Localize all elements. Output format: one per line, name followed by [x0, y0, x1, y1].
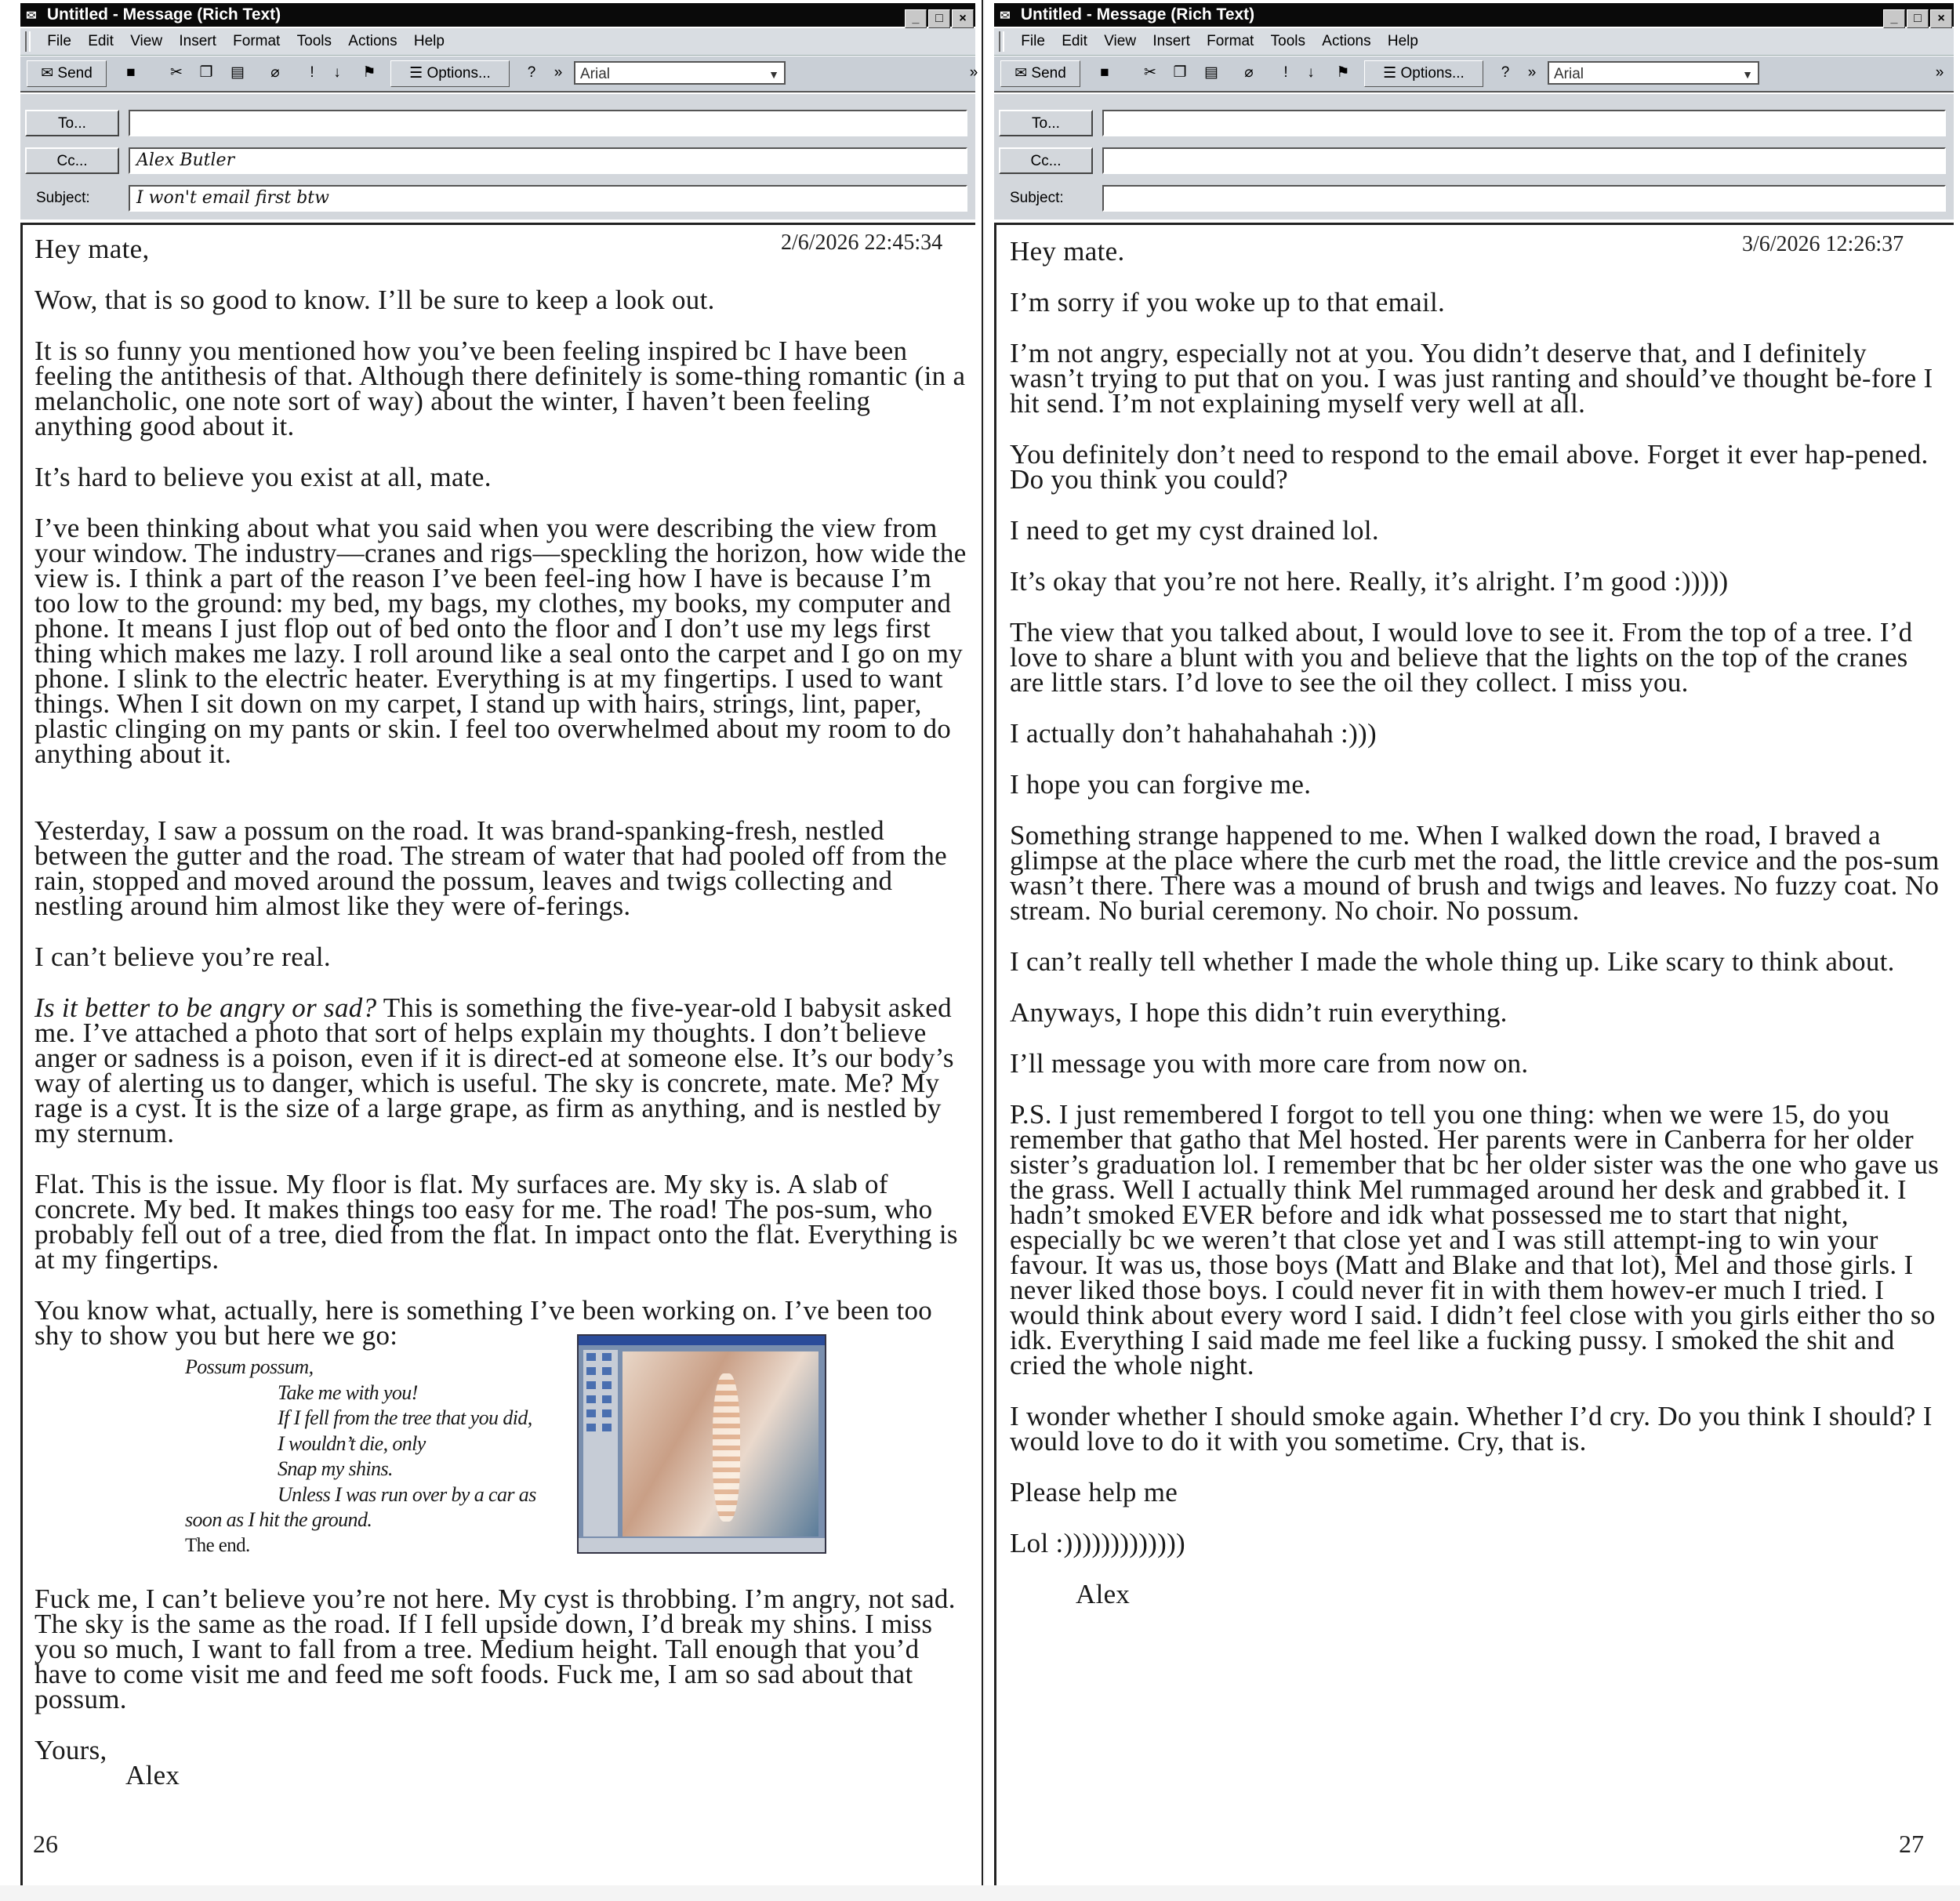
timestamp: 2/6/2026 22:45:34: [781, 230, 943, 255]
options-icon: ☰: [1383, 65, 1401, 82]
paragraph: Anyways, I hope this didn’t ruin everything.: [1010, 997, 1508, 1028]
paste-icon[interactable]: ▤: [230, 64, 245, 81]
maximize-button[interactable]: □: [928, 9, 950, 28]
paragraph: P.S. I just remembered I forgot to tell you one thing: when we were 15, do you remember that gatho that Mel hosted. Her parents were in Canberra for her older sister’s graduation lol. I remember that bc her older sister was the one who gave us the grass. Well I actually think Mel rummaged around her desk and grabbed it. I hadn’t smoked EVER before and idk what possessed me to start that night, especially bc we weren’t that close yet and I was still attempt-ing to win your favour. It was us, those boys (Matt and Blake and that lot), Mel and those girls. I never liked those boys. I could never fit in with them howev-er much I tried. I would think about every word I said. I didn’t feel close with you girls either tho so idk. Everything I said made me feel like a fucking pussy. I smoked the shit and cried the whole night.: [1010, 1099, 1940, 1380]
timestamp: 3/6/2026 12:26:37: [1742, 232, 1904, 256]
poem-line: Possum possum,: [185, 1355, 314, 1378]
poem-line: soon as I hit the ground.: [185, 1508, 372, 1531]
paragraph: I wonder whether I should smoke again. Whether I’d cry. Do you think I should? I would love to do it with you sometime. Cry, that is.: [1010, 1401, 1933, 1457]
chevron-down-icon: ▼: [768, 68, 779, 81]
paragraph: Something strange happened to me. When I walked down the road, I braved a glimpse at the place where the curb met the road, the little crevice and the pos-sum wasn’t there. There was a mound of brush and twigs and leaves. No fuzzy coat. No stream. No burial ceremony. No choir. No possum.: [1010, 820, 1940, 926]
screenshot-titlebar: [579, 1336, 825, 1345]
close-button[interactable]: ×: [1930, 9, 1952, 28]
letter-text-left: [34, 234, 967, 1814]
paragraph: I can’t really tell whether I made the whole thing up. Like scary to think about.: [1010, 946, 1895, 977]
poem-line: If I fell from the tree that you did,: [278, 1406, 532, 1429]
paragraph: I actually don’t hahahahahah :))): [1010, 718, 1377, 749]
menu-view[interactable]: View: [1104, 33, 1137, 49]
paragraph: I’m sorry if you woke up to that email.: [1010, 287, 1446, 317]
paste-icon[interactable]: ▤: [1204, 64, 1218, 81]
paragraph: I’ve been thinking about what you said when you were describing the view from your window. The industry—cranes and rigs—speckling the horizon, how wide the view is. I think a part of the reason I’ve been feel-ing how I have is because I’m too low to the ground: my bed, my bags, my clothes, my books, my computer and phone. It means I just flop out of bed onto the floor and I don’t use my legs first thing which makes me lazy. I roll around like a seal onto the carpet and I go on my phone. I slink to the electric heater. Everything is at my fingertips. I used to want things. When I sit down on my carpet, I stand up with hairs, strings, lint, paper, plastic clinging on my pants or skin. I feel too overwhelmed about my room to do anything about it.: [34, 513, 967, 769]
italic-question: Is it better to be angry or sad?: [34, 992, 377, 1023]
poem-block: [34, 1355, 967, 1582]
poem: [185, 1355, 536, 1558]
signature: Alex: [1076, 1579, 1131, 1609]
menu-insert[interactable]: Insert: [1152, 33, 1190, 49]
toolbar: [20, 56, 978, 93]
cut-icon[interactable]: ✂: [170, 64, 183, 81]
menu-tools[interactable]: Tools: [296, 33, 332, 49]
menu-help[interactable]: Help: [1387, 33, 1418, 49]
copy-icon[interactable]: ❐: [199, 64, 213, 81]
to-field[interactable]: [129, 110, 967, 136]
letter-text-right: [1010, 236, 1947, 1633]
menu-insert[interactable]: Insert: [179, 33, 216, 49]
cc-field[interactable]: Alex Butler: [129, 147, 967, 174]
paragraph-text: This is something the five-year-old I babysit asked me. I’ve attached a photo that sort of helps explain my thoughts. I don’t believe anger or sadness is a poison, even if it is direct-ed at someone else. It’s our body’s way of alerting us to danger, which is useful. The sky is concrete, mate. Me? My rage is a cyst. It is the size of a large grape, as firm as anything, and is nestled by my sternum.: [34, 992, 954, 1148]
paragraph: It’s okay that you’re not here. Really, it’s alright. I’m good :))))): [1010, 566, 1729, 597]
subject-label: Subject:: [1010, 190, 1064, 206]
paragraph: [34, 992, 967, 1148]
menu-file[interactable]: File: [47, 33, 71, 49]
sign-off: Yours,: [34, 1735, 107, 1765]
paragraph: Wow, that is so good to know. I’ll be sure to keep a look out.: [34, 285, 715, 315]
to-button[interactable]: To...: [25, 110, 119, 136]
menu-actions[interactable]: Actions: [1322, 33, 1371, 49]
paragraph: It’s hard to believe you exist at all, mate.: [34, 462, 492, 492]
paragraph: The view that you talked about, I would love to see it. From the top of a tree. I’d love to share a blunt with you and believe that the lights on the top of the cranes are little stars. I’d love to see the oil they collect. I miss you.: [1010, 617, 1913, 698]
cc-field[interactable]: [1102, 147, 1946, 174]
signature: Alex: [125, 1760, 180, 1790]
subject-field[interactable]: I won't email first btw: [129, 185, 967, 212]
paragraph: I need to get my cyst drained lol.: [1010, 515, 1379, 546]
paragraph: Fuck me, I can’t believe you’re not here. My cyst is throbbing. I’m angry, not sad. The sky is the same as the road. If I fell upside down, I’d break my shins. I miss you so much, I want to fall from a tree. Medium height. Tall enough that you’d have to come visit me and feed me soft foods. Fuck me, I am so sad about that possum.: [34, 1584, 956, 1714]
paragraph: You definitely don’t need to respond to the email above. Forget it ever hap-pened. Do you think you could?: [1010, 439, 1929, 495]
toolbar-more-icon[interactable]: »: [1527, 64, 1537, 81]
options-button[interactable]: ☰ Options...: [390, 60, 510, 87]
poem-line: Take me with you!: [278, 1380, 418, 1404]
message-header: [994, 94, 1954, 219]
poem-line: The end.: [185, 1534, 250, 1556]
importance-high-icon[interactable]: !: [310, 64, 314, 81]
paragraph: I’m not angry, especially not at you. You didn’t deserve that, and I definitely wasn’t trying to put that on you. I was just ranting and should’ve thought be-fore I hit send. I’m not explaining myself very well at all.: [1010, 338, 1933, 419]
title-bar: [20, 3, 975, 27]
toolbar-more-icon[interactable]: »: [554, 64, 563, 81]
font-select[interactable]: Arial ▼: [574, 61, 786, 85]
paragraph: Lol :))))))))))))): [1010, 1528, 1185, 1558]
menu-bar: [994, 28, 1954, 56]
message-header: [20, 94, 975, 219]
send-icon: ✉: [41, 65, 58, 82]
window-title: Untitled - Message (Rich Text): [46, 5, 281, 24]
copy-icon[interactable]: ❐: [1173, 64, 1187, 81]
importance-low-icon[interactable]: ↓: [1307, 64, 1315, 81]
paragraph: You know what, actually, here is something I’ve been working on. I’ve been too shy to show you but here we go:: [34, 1295, 933, 1351]
importance-low-icon[interactable]: ↓: [333, 64, 341, 81]
poem-line: Snap my shins.: [278, 1457, 393, 1480]
attach-icon[interactable]: ⌀: [270, 64, 280, 81]
poem-line: I wouldn’t die, only: [278, 1431, 426, 1455]
minimize-button[interactable]: _: [1883, 9, 1905, 28]
cc-button[interactable]: Cc...: [999, 147, 1093, 174]
paragraph: Please help me: [1010, 1477, 1178, 1507]
paragraph: Hey mate,: [34, 234, 150, 264]
flag-icon[interactable]: ⚑: [362, 64, 376, 81]
menu-view[interactable]: View: [130, 33, 163, 49]
font-select[interactable]: Arial ▼: [1548, 61, 1759, 85]
flag-icon[interactable]: ⚑: [1336, 64, 1350, 81]
attach-icon[interactable]: ⌀: [1244, 64, 1254, 81]
menu-grip: [25, 31, 31, 52]
menu-actions[interactable]: Actions: [348, 33, 397, 49]
title-bar: [994, 3, 1954, 27]
page-number: 27: [1899, 1830, 1924, 1858]
spine-illustration: [713, 1373, 740, 1522]
maximize-button[interactable]: □: [1907, 9, 1929, 28]
envelope-icon: ✉: [1000, 9, 1011, 23]
paragraph: I’ll message you with more care from now on.: [1010, 1048, 1529, 1079]
cut-icon[interactable]: ✂: [1144, 64, 1156, 81]
close-button[interactable]: ×: [952, 9, 974, 28]
to-field[interactable]: [1102, 110, 1946, 136]
subject-field[interactable]: [1102, 185, 1946, 212]
save-icon[interactable]: ■: [126, 64, 136, 81]
screenshot-toolbox: [583, 1350, 618, 1536]
subject-label: Subject:: [36, 190, 90, 206]
save-icon[interactable]: ■: [1100, 64, 1109, 81]
menu-help[interactable]: Help: [413, 33, 445, 49]
menu-edit[interactable]: Edit: [1062, 33, 1087, 49]
toolbar-overflow-icon[interactable]: »: [969, 64, 978, 81]
paragraph: Hey mate.: [1010, 236, 1125, 267]
toolbar: [994, 56, 1954, 93]
help-icon[interactable]: ?: [1501, 64, 1510, 81]
screenshot-canvas: [622, 1351, 818, 1536]
menu-tools[interactable]: Tools: [1270, 33, 1305, 49]
paragraph: It is so funny you mentioned how you’ve been feeling inspired bc I have been feeling the antithesis of that. Although there definitely is some-thing romantic (in a melancholic, one note sort of way) about the winter, I haven’t been feeling anything good about it.: [34, 336, 966, 441]
window-title: Untitled - Message (Rich Text): [1020, 5, 1255, 24]
attached-screenshot-image: [577, 1334, 826, 1554]
options-button[interactable]: ☰ Options...: [1364, 60, 1483, 87]
to-button[interactable]: To...: [999, 110, 1093, 136]
send-button[interactable]: ✉ Send: [1000, 60, 1080, 87]
importance-high-icon[interactable]: !: [1283, 64, 1288, 81]
menu-format[interactable]: Format: [1207, 33, 1254, 49]
menu-format[interactable]: Format: [233, 33, 281, 49]
menu-grip: [999, 31, 1004, 52]
menu-file[interactable]: File: [1021, 33, 1045, 49]
send-icon: ✉: [1014, 65, 1032, 82]
envelope-icon: ✉: [26, 9, 37, 23]
screenshot-statusbar: [579, 1538, 825, 1552]
menu-bar: [20, 28, 975, 56]
paragraph: I hope you can forgive me.: [1010, 769, 1312, 800]
paragraph: I can’t believe you’re real.: [34, 941, 331, 972]
options-icon: ☰: [409, 65, 427, 82]
chevron-down-icon: ▼: [1742, 68, 1753, 81]
paragraph: Flat. This is the issue. My floor is flat. My surfaces are. My sky is. A slab of concrete. My bed. It makes things too easy for me. The road! The pos-sum, who probably fell out of a tree, died from the flat. In impact onto the flat. Everything is at my fingertips.: [34, 1169, 958, 1275]
cc-button[interactable]: Cc...: [25, 147, 119, 174]
toolbar-overflow-icon[interactable]: »: [1935, 64, 1944, 81]
poem-line: Unless I was run over by a car as: [278, 1482, 536, 1506]
page-number: 26: [33, 1830, 58, 1858]
minimize-button[interactable]: _: [905, 9, 927, 28]
send-button[interactable]: ✉ Send: [27, 60, 107, 87]
help-icon[interactable]: ?: [527, 64, 536, 81]
menu-edit[interactable]: Edit: [88, 33, 114, 49]
paragraph: Yesterday, I saw a possum on the road. It was brand-spanking-fresh, nestled between the gutter and the road. The stream of water that had pooled off from the rain, stopped and moved around the possum, leaves and twigs collecting and nestling around him almost like they were of-ferings.: [34, 815, 947, 921]
